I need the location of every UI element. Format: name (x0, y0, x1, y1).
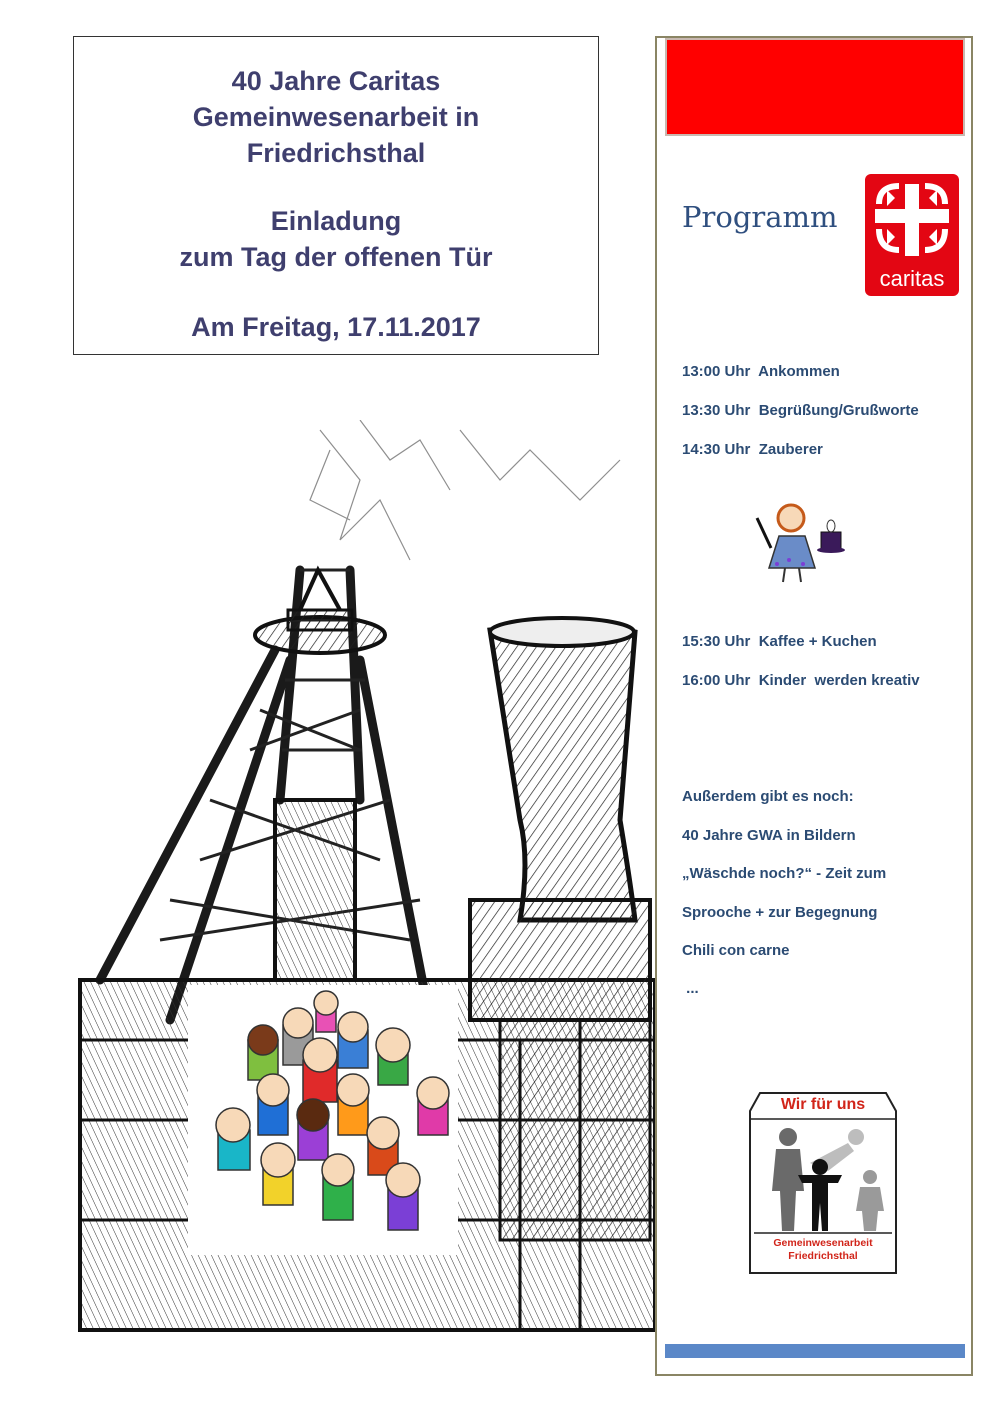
red-header-bar (665, 38, 965, 136)
caritas-logo-word: caritas (879, 266, 945, 291)
extras-item: „Wäschde noch?“ - Zeit zum (682, 865, 887, 882)
schedule-item: 15:30 Uhr Kaffee + Kuchen (682, 633, 877, 650)
title-box (73, 36, 599, 355)
wir-fuer-uns-line-1: Gemeinwesenarbeit (773, 1237, 873, 1249)
schedule-item: 13:00 Uhr Ankommen (682, 363, 840, 380)
program-sidebar (655, 36, 973, 1376)
wir-fuer-uns-title: Wir für uns (780, 1096, 866, 1113)
program-title: Programm (682, 200, 838, 234)
caritas-cross-icon (865, 174, 959, 264)
title-line-3: Friedrichsthal (246, 138, 426, 168)
event-date: Am Freitag, 17.11.2017 (191, 312, 481, 342)
title-line-2: Gemeinwesenarbeit in (192, 102, 480, 132)
extras-item: ... (682, 980, 699, 997)
invitation-line-1: Einladung (270, 206, 402, 236)
schedule-item: 14:30 Uhr Zauberer (682, 441, 823, 458)
title-line-1: 40 Jahre Caritas (231, 66, 441, 96)
extras-heading: Außerdem gibt es noch: (682, 788, 854, 805)
schedule-item: 16:00 Uhr Kinder werden kreativ (682, 672, 920, 689)
kids-drawing (188, 985, 458, 1255)
extras-item: Sprooche + zur Begegnung (682, 904, 878, 921)
schedule-item: 13:30 Uhr Begrüßung/Grußworte (682, 402, 919, 419)
wir-fuer-uns-subtitle (752, 1237, 894, 1263)
blue-footer-bar (665, 1344, 965, 1358)
wir-fuer-uns-line-2: Friedrichsthal (788, 1250, 858, 1262)
magician-icon (749, 498, 849, 588)
extras-item: Chili con carne (682, 942, 790, 959)
invitation-line-2: zum Tag der offenen Tür (179, 242, 493, 272)
children-group-icon (188, 985, 458, 1255)
wir-fuer-uns-logo (748, 1091, 898, 1276)
caritas-logo (865, 174, 959, 296)
extras-item: 40 Jahre GWA in Bildern (682, 827, 856, 844)
